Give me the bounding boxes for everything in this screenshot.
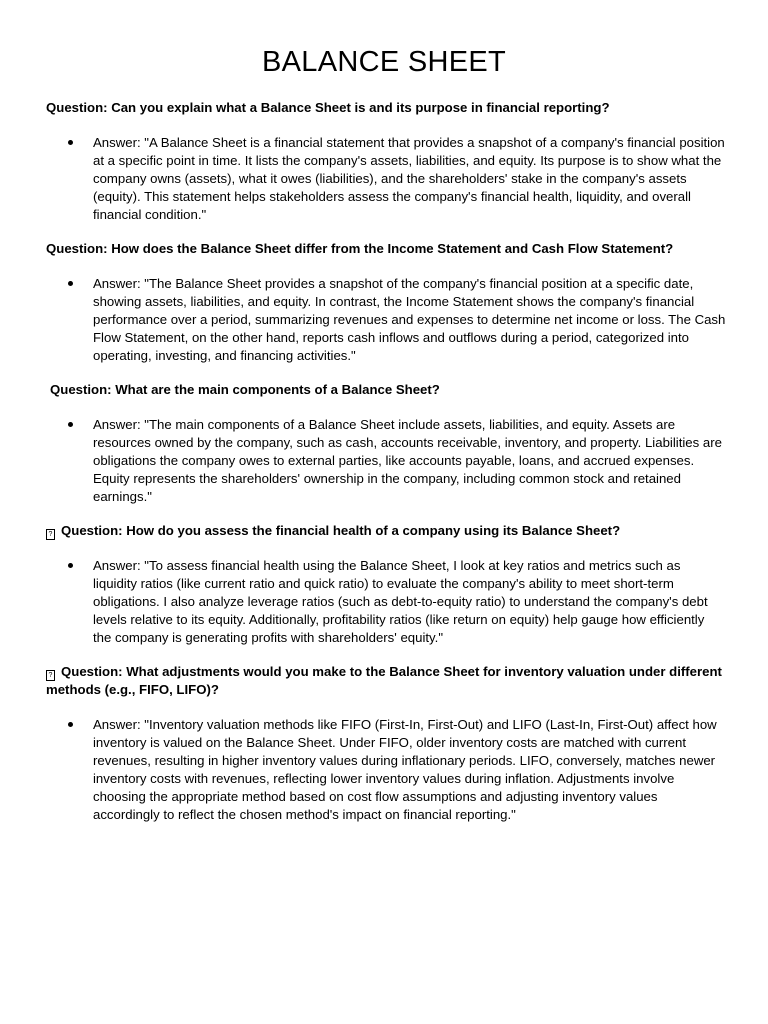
- question-5-line: [46, 663, 726, 699]
- question-5: Question: What adjustments would you make to the Balance Sheet for inventory valuation under different methods (e.g., FIFO, LIFO)?: [46, 664, 722, 697]
- question-4: Question: How do you assess the financial health of a company using its Balance Sheet?: [61, 523, 621, 538]
- missing-glyph-icon: ?: [46, 670, 55, 681]
- answer-item-1: [46, 134, 726, 224]
- answer-5: Answer: "Inventory valuation methods like FIFO (First-In, First-Out) and LIFO (Last-In, First-Out) affect how inventory is valued on the Balance Sheet. Under FIFO, older inventory costs are matched with current revenues, resulting in higher inventory values during inflationary periods. LIFO, conversely, matches newer inventory costs with revenues, reflecting lower inventory values during inflation. Adjustments involve choosing the appropriate method based on cost flow assumptions and adjusting inventory values accordingly to reflect the chosen method's impact on financial reporting.": [93, 717, 717, 822]
- qa-block-4: [46, 522, 726, 647]
- answer-1: Answer: "A Balance Sheet is a financial statement that provides a snapshot of a company's financial position at a specific point in time. It lists the company's assets, liabilities, and equity. Its purpose is to show what the company owns (assets), what it owes (liabilities), and the shareholders' stake in the company's assets (equity). This statement helps stakeholders assess the company's financial health, liquidity, and overall financial condition.": [93, 135, 725, 222]
- answer-item-5: [46, 716, 726, 824]
- answer-4: Answer: "To assess financial health using the Balance Sheet, I look at key ratios and metrics such as liquidity ratios (like current ratio and quick ratio) to evaluate the company's ability to meet short-term obligations. I also analyze leverage ratios (such as debt-to-equity ratio) to understand the company's debt levels relative to its equity. Additionally, profitability ratios (like return on equity) help gauge how efficiently the company is generating profits with shareholders' equity.": [93, 558, 708, 645]
- bullet-icon: [68, 140, 73, 145]
- document-title: BALANCE SHEET: [261, 46, 507, 78]
- missing-glyph-icon: ?: [46, 529, 55, 540]
- question-4-line: [46, 522, 726, 540]
- answer-3: Answer: "The main components of a Balance Sheet include assets, liabilities, and equity. Assets are resources owned by the company, such as cash, accounts receivable, inventory, and property. Liabilities are obligations the company owes to external parties, like accounts payable, loans, and accrued expenses. Equity represents the shareholders' ownership in the company, including common stock and retained earnings.": [93, 417, 722, 504]
- qa-block-5: [46, 663, 726, 824]
- bullet-icon: [68, 281, 73, 286]
- answer-item-4: [46, 557, 726, 647]
- answer-item-3: [50, 416, 730, 506]
- question-1: Question: Can you explain what a Balance Sheet is and its purpose in financial reporting?: [46, 100, 610, 115]
- bullet-icon: [68, 563, 73, 568]
- question-2: Question: How does the Balance Sheet differ from the Income Statement and Cash Flow Statement?: [46, 241, 674, 256]
- answer-2: Answer: "The Balance Sheet provides a snapshot of the company's financial position at a specific date, showing assets, liabilities, and equity. In contrast, the Income Statement shows the company's financial performance over a period, summarizing revenues and expenses to determine net income or loss. The Cash Flow Statement, on the other hand, reports cash inflows and outflows during a period, categorized into operating, investing, and financing activities.": [93, 276, 726, 363]
- bullet-icon: [68, 422, 73, 427]
- answer-item-2: [46, 275, 726, 365]
- qa-block-2: [46, 240, 726, 365]
- bullet-icon: [68, 722, 73, 727]
- qa-block-3: [50, 381, 730, 506]
- qa-block-1: [46, 99, 726, 224]
- question-3: Question: What are the main components of a Balance Sheet?: [50, 382, 440, 397]
